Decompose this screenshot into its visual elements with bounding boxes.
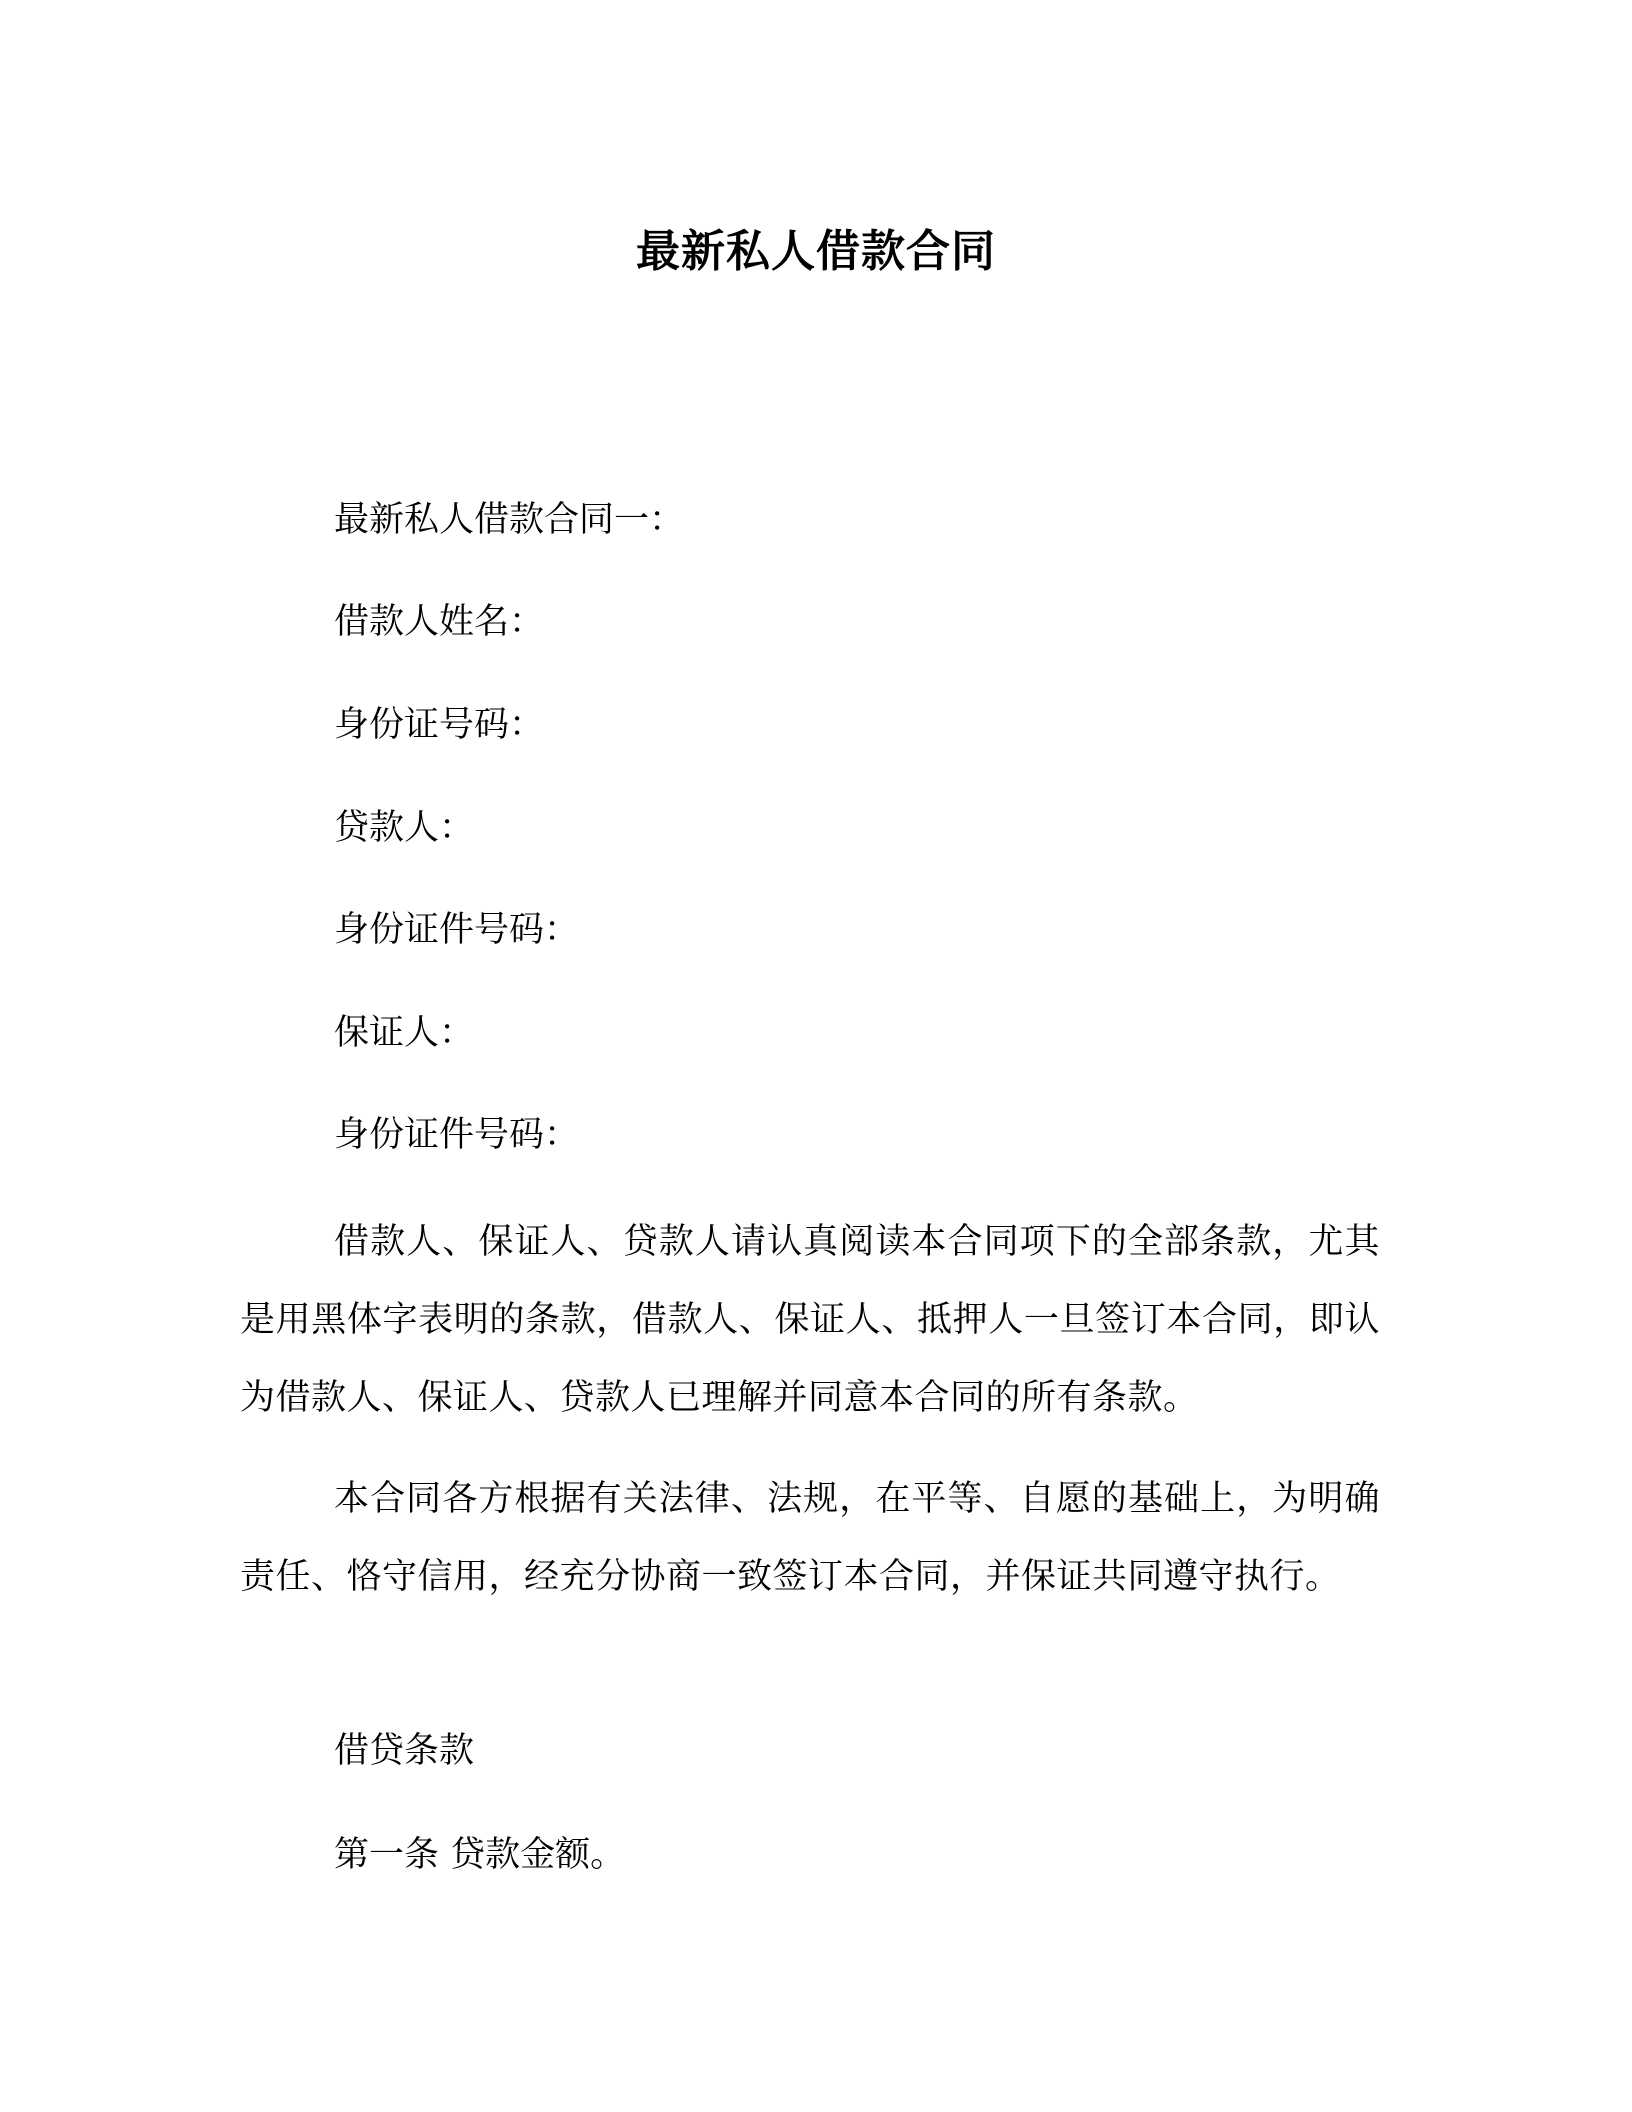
id-number-label: 身份证号码： — [334, 705, 545, 745]
contract-subheading: 最新私人借款合同一： — [334, 500, 685, 540]
document-title: 最新私人借款合同 — [636, 226, 996, 277]
article-one-heading: 第一条 贷款金额。 — [334, 1835, 626, 1875]
borrower-name-label: 借款人姓名： — [334, 602, 545, 642]
guarantor-id-label: 身份证件号码： — [334, 1115, 580, 1155]
terms-notice-paragraph: 借款人、保证人、贷款人请认真阅读本合同项下的全部条款，尤其是用黑体字表明的条款，借款人、保证人、抵押人一旦签订本合同，即认为借款人、保证人、贷款人已理解并同意本合同的所有条款。 — [240, 1222, 1380, 1418]
section-heading: 借贷条款 — [334, 1731, 475, 1771]
agreement-basis-paragraph: 本合同各方根据有关法律、法规，在平等、自愿的基础上，为明确责任、恪守信用，经充分协商一致签订本合同，并保证共同遵守执行。 — [240, 1479, 1380, 1597]
lender-id-label: 身份证件号码： — [334, 910, 580, 950]
guarantor-label: 保证人： — [334, 1013, 475, 1053]
lender-label: 贷款人： — [334, 808, 475, 848]
